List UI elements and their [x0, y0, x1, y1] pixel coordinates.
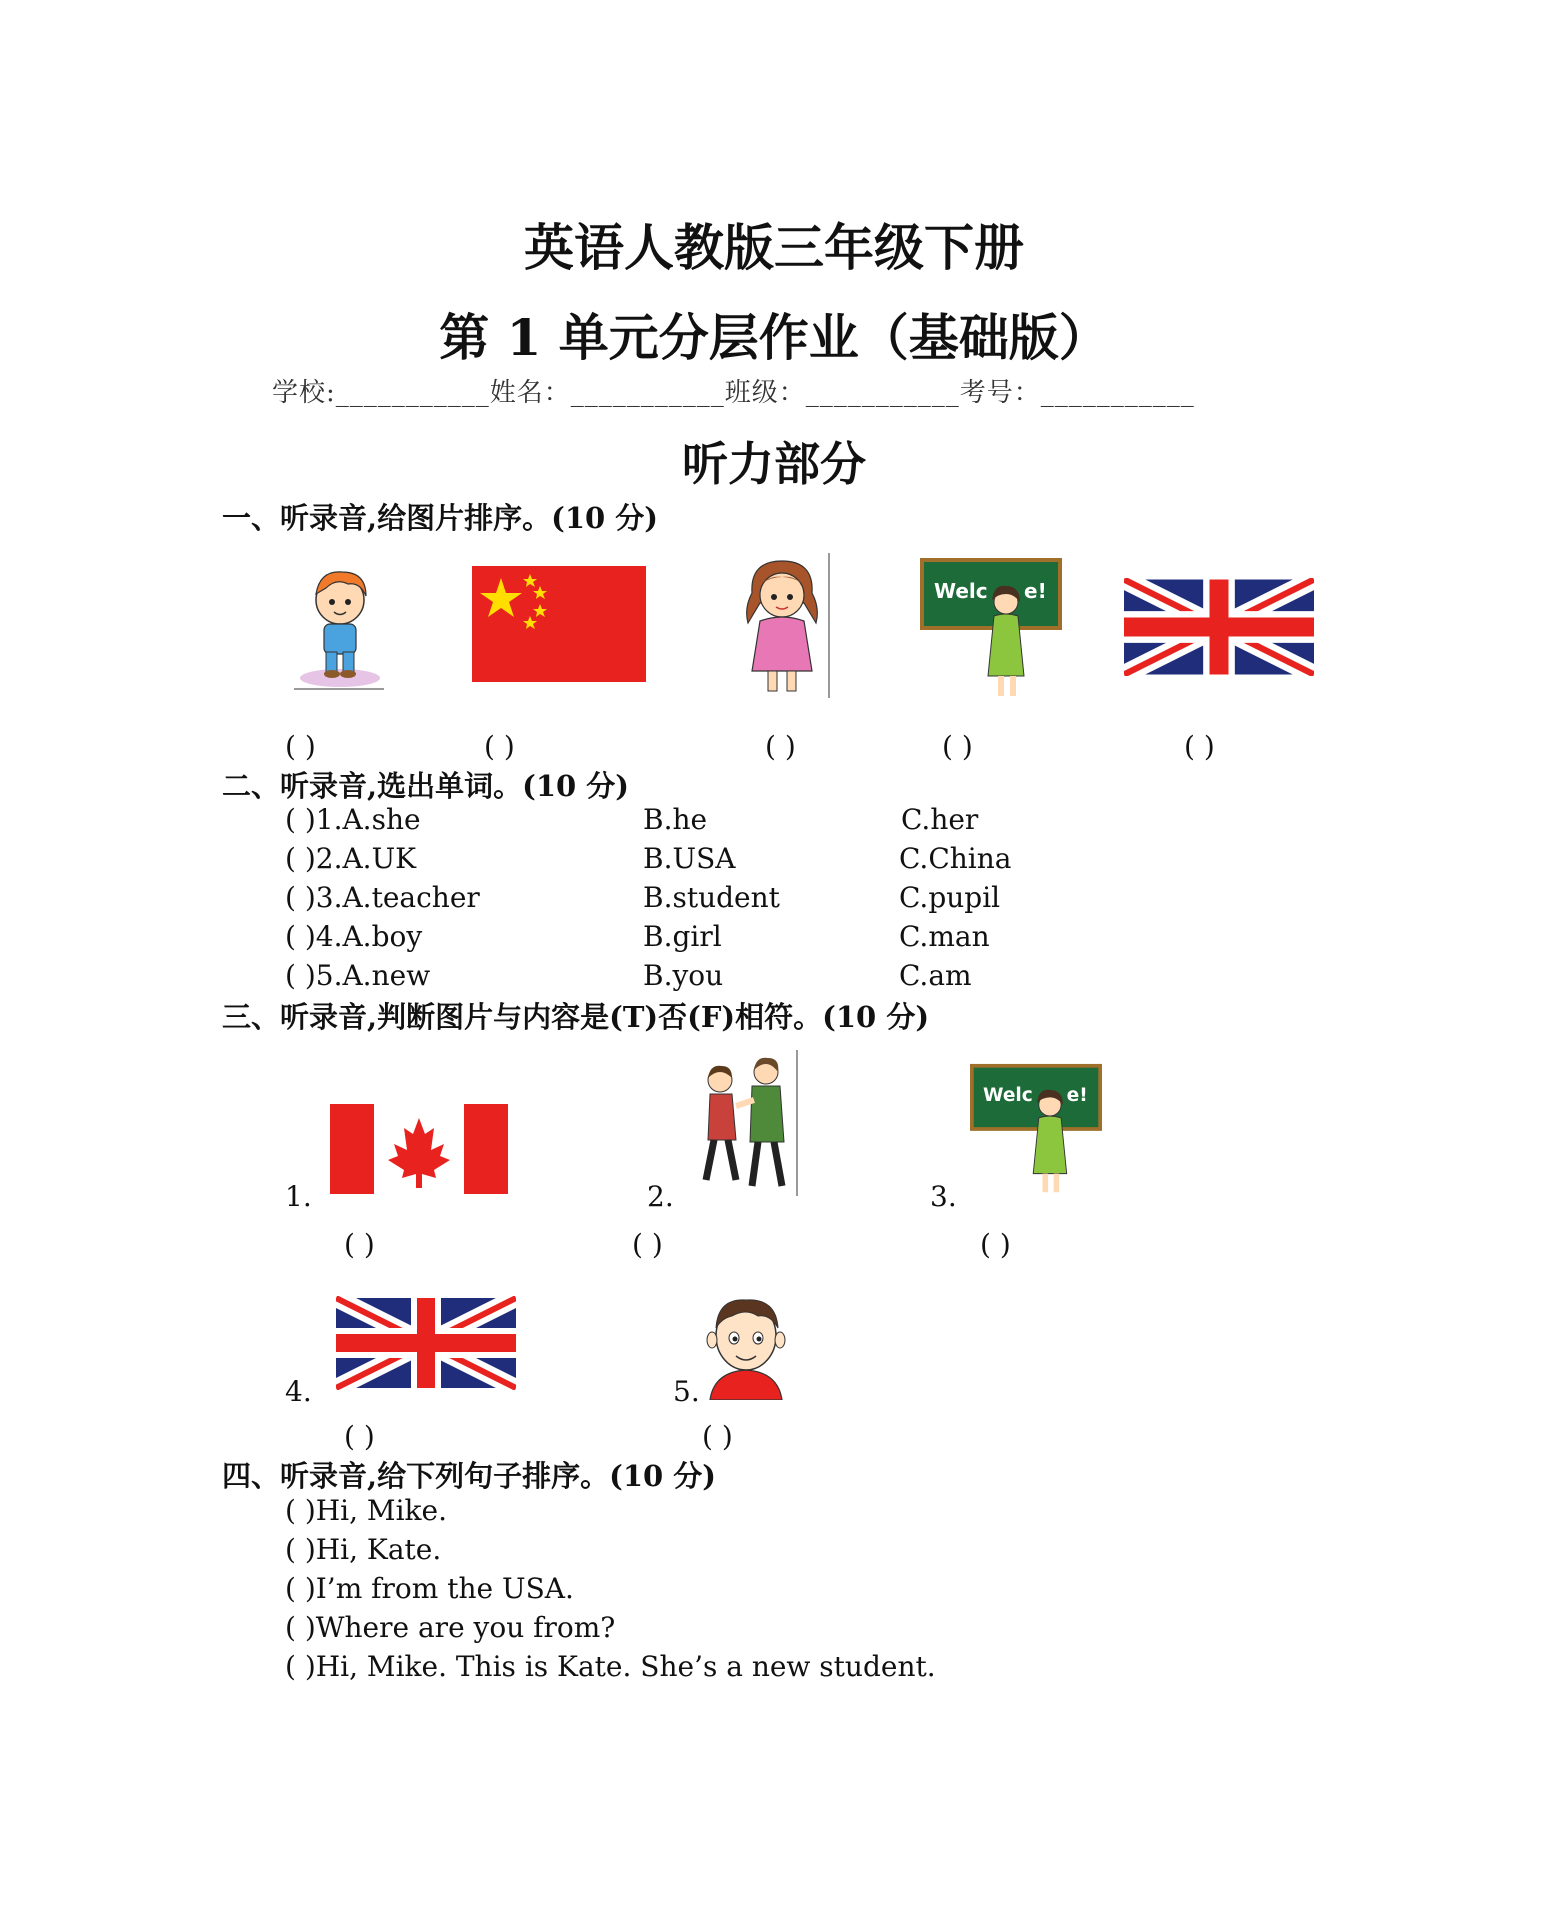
china-flag-image	[472, 566, 646, 682]
svg-text:Welc: Welc	[983, 1085, 1033, 1107]
part-heading: 听力部分	[682, 437, 866, 491]
answer-blank[interactable]: ( )	[980, 1228, 1011, 1261]
student-info-line: 学校:___________姓名：___________班级：___________考号：___________	[272, 378, 1195, 408]
girl-cartoon-image	[732, 553, 832, 698]
option-c: C.man	[899, 920, 990, 953]
option-c: C.China	[899, 842, 1012, 875]
svg-text:e!: e!	[1024, 579, 1047, 603]
boy-cartoon-image	[700, 1288, 792, 1400]
section4-heading: 四、听录音,给下列句子排序。(10 分)	[222, 1459, 716, 1493]
option-b: B.USA	[643, 842, 736, 875]
page-subtitle: 第 1 单元分层作业（基础版）	[439, 308, 1109, 367]
section2-heading: 二、听录音,选出单词。(10 分)	[222, 769, 629, 803]
answer-blank[interactable]: ( )	[942, 730, 973, 763]
section3-heading: 三、听录音,判断图片与内容是(T)否(F)相符。(10 分)	[222, 1000, 930, 1034]
item-number: 5.	[673, 1375, 700, 1408]
option-c: C.her	[901, 803, 979, 836]
sentence-row: ( )Where are you from?	[285, 1611, 616, 1644]
question-row: ( )1.A.she	[285, 803, 421, 836]
uk-flag-image	[1124, 578, 1314, 676]
question-row: ( )5.A.new	[285, 959, 431, 992]
sentence-row: ( )Hi, Mike.	[285, 1494, 447, 1527]
item-number: 4.	[285, 1375, 312, 1408]
teacher-welcome-image	[920, 558, 1062, 698]
answer-blank[interactable]: ( )	[344, 1420, 375, 1453]
page-title: 英语人教版三年级下册	[524, 218, 1024, 277]
canada-flag-image	[330, 1104, 508, 1194]
option-b: B.you	[643, 959, 724, 992]
answer-blank[interactable]: ( )	[765, 730, 796, 763]
question-row: ( )4.A.boy	[285, 920, 423, 953]
section1-heading: 一、听录音,给图片排序。(10 分)	[222, 501, 658, 535]
teacher-welcome-image	[970, 1063, 1102, 1195]
item-number: 1.	[285, 1180, 312, 1213]
item-number: 3.	[930, 1180, 957, 1213]
uk-flag-image	[336, 1296, 516, 1390]
two-people-greeting-image	[696, 1050, 800, 1196]
option-c: C.am	[899, 959, 972, 992]
option-b: B.student	[643, 881, 780, 914]
answer-blank[interactable]: ( )	[285, 730, 316, 763]
svg-text:e!: e!	[1066, 1085, 1088, 1107]
boy-cartoon-image	[290, 560, 390, 695]
question-row: ( )3.A.teacher	[285, 881, 480, 914]
answer-blank[interactable]: ( )	[484, 730, 515, 763]
answer-blank[interactable]: ( )	[702, 1420, 733, 1453]
sentence-row: ( )I’m from the USA.	[285, 1572, 574, 1605]
sentence-row: ( )Hi, Kate.	[285, 1533, 442, 1566]
svg-text:Welc: Welc	[934, 579, 988, 603]
sentence-row: ( )Hi, Mike. This is Kate. She’s a new student.	[285, 1650, 936, 1683]
question-row: ( )2.A.UK	[285, 842, 417, 875]
answer-blank[interactable]: ( )	[344, 1228, 375, 1261]
option-b: B.girl	[643, 920, 722, 953]
option-b: B.he	[643, 803, 708, 836]
option-c: C.pupil	[899, 881, 1001, 914]
answer-blank[interactable]: ( )	[632, 1228, 663, 1261]
answer-blank[interactable]: ( )	[1184, 730, 1215, 763]
item-number: 2.	[647, 1180, 674, 1213]
